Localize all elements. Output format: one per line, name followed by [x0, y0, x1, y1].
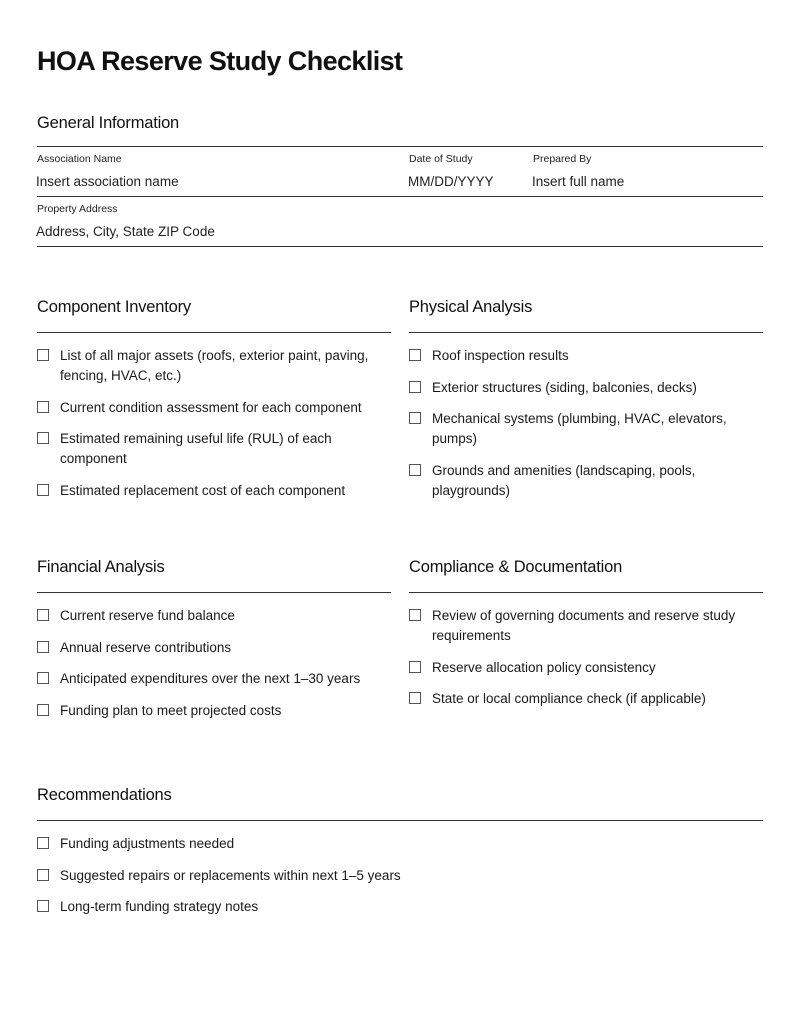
checklist-item-label: Long-term funding strategy notes: [60, 899, 259, 914]
checklist-item[interactable]: [37, 669, 391, 689]
checkbox[interactable]: [409, 412, 421, 424]
financial-analysis-list: [37, 593, 391, 721]
checkbox[interactable]: [409, 661, 421, 673]
physical-analysis-heading: Physical Analysis: [409, 298, 763, 333]
compliance-section: [409, 558, 763, 721]
recommendations-heading: Recommendations: [37, 786, 763, 821]
checkbox[interactable]: [37, 704, 49, 716]
checkbox[interactable]: [37, 900, 49, 912]
checkbox[interactable]: [409, 464, 421, 476]
checklist-item-label: Reserve allocation policy consistency: [432, 659, 656, 675]
checklist-item[interactable]: [37, 346, 391, 386]
checklist-item[interactable]: [409, 461, 763, 501]
checkbox[interactable]: [37, 869, 49, 881]
component-inventory-section: [37, 298, 391, 512]
checkbox[interactable]: [409, 609, 421, 621]
association-name-value[interactable]: Insert association name: [36, 174, 179, 189]
checkbox[interactable]: [409, 692, 421, 704]
checklist-item-label: Estimated remaining useful life (RUL) of each component: [60, 431, 332, 466]
checklist-item-label: Funding adjustments needed: [60, 836, 235, 851]
checkbox[interactable]: [37, 349, 49, 361]
general-info-row-2: [37, 196, 763, 247]
property-address-label: Property Address: [37, 203, 118, 215]
general-information-heading: General Information: [37, 114, 180, 132]
checklist-item[interactable]: [37, 701, 391, 721]
checklist-item[interactable]: [37, 866, 763, 886]
component-inventory-list: [37, 333, 391, 501]
checklist-item-label: State or local compliance check (if applicable): [432, 691, 706, 706]
date-of-study-value[interactable]: MM/DD/YYYY: [408, 174, 494, 189]
financial-analysis-section: [37, 558, 391, 732]
checklist-item-label: List of all major assets (roofs, exterior paint, paving, fencing, HVAC, etc.): [60, 348, 369, 383]
checklist-item-label: Estimated replacement cost of each component: [60, 482, 346, 498]
checklist-item[interactable]: [409, 409, 763, 449]
checkbox[interactable]: [37, 401, 49, 413]
checkbox[interactable]: [37, 609, 49, 621]
checklist-item[interactable]: [409, 378, 763, 398]
checklist-item-label: Anticipated expenditures over the next 1–30 years: [60, 671, 361, 686]
page-title: HOA Reserve Study Checklist: [37, 46, 403, 77]
compliance-heading: Compliance & Documentation: [409, 558, 763, 593]
checkbox[interactable]: [409, 381, 421, 393]
checkbox[interactable]: [37, 484, 49, 496]
checklist-item-label: Grounds and amenities (landscaping, pools, playgrounds): [432, 462, 696, 498]
checklist-item[interactable]: [37, 398, 391, 418]
checklist-item[interactable]: [409, 689, 763, 709]
checklist-page: [37, 0, 763, 1035]
checklist-item-label: Current condition assessment for each component: [60, 399, 362, 415]
checkbox[interactable]: [37, 432, 49, 444]
checklist-item-label: Annual reserve contributions: [60, 639, 232, 655]
compliance-list: [409, 593, 763, 709]
checklist-item[interactable]: [409, 346, 763, 366]
checklist-item-label: Funding plan to meet projected costs: [60, 702, 282, 718]
checklist-item[interactable]: [37, 834, 763, 854]
physical-analysis-section: [409, 298, 763, 512]
prepared-by-value[interactable]: Insert full name: [532, 174, 625, 189]
checklist-item[interactable]: [409, 606, 763, 646]
recommendations-list: [37, 821, 763, 917]
checkbox[interactable]: [409, 349, 421, 361]
physical-analysis-list: [409, 333, 763, 501]
general-information-section: [37, 114, 763, 247]
component-inventory-heading: Component Inventory: [37, 298, 391, 333]
checklist-item[interactable]: [37, 481, 391, 501]
checklist-item-label: Current reserve fund balance: [60, 608, 235, 623]
checklist-item-label: Suggested repairs or replacements within next 1–5 years: [60, 867, 401, 883]
checklist-item-label: Roof inspection results: [432, 348, 569, 363]
date-of-study-label: Date of Study: [409, 153, 473, 165]
checklist-item[interactable]: [409, 658, 763, 678]
recommendations-section: [37, 786, 763, 929]
checkbox[interactable]: [37, 837, 49, 849]
checklist-item[interactable]: [37, 606, 391, 626]
property-address-value[interactable]: Address, City, State ZIP Code: [36, 224, 215, 239]
checkbox[interactable]: [37, 641, 49, 653]
general-info-row-1: [37, 146, 763, 196]
checklist-item[interactable]: [37, 897, 763, 917]
checklist-item[interactable]: [37, 429, 391, 469]
checklist-item[interactable]: [37, 638, 391, 658]
checklist-item-label: Mechanical systems (plumbing, HVAC, elevators, pumps): [432, 411, 727, 446]
checklist-item-label: Exterior structures (siding, balconies, decks): [432, 379, 697, 395]
checkbox[interactable]: [37, 672, 49, 684]
financial-analysis-heading: Financial Analysis: [37, 558, 391, 593]
checklist-item-label: Review of governing documents and reserve study requirements: [432, 608, 736, 643]
association-name-label: Association Name: [37, 153, 122, 165]
prepared-by-label: Prepared By: [533, 153, 592, 165]
